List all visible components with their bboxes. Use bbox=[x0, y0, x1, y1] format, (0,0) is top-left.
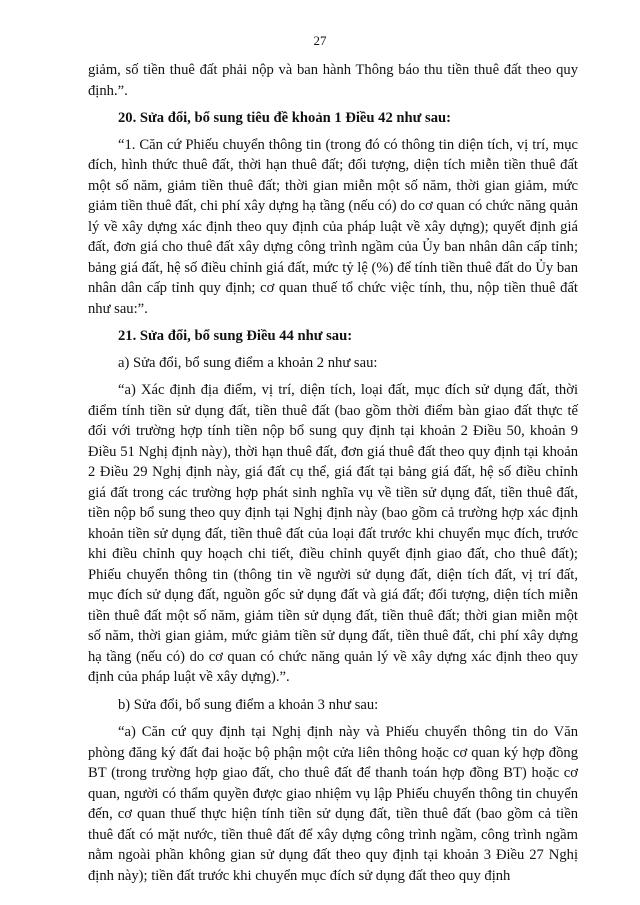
section-heading-20: 20. Sửa đổi, bổ sung tiêu đề khoản 1 Điều 42 như sau: bbox=[118, 110, 451, 126]
paragraph-clause-1: “1. Căn cứ Phiếu chuyển thông tin (trong đó có thông tin diện tích, vị trí, mục đích, hình thức thuê đất, thời hạn thuê đất; đối tượng, diện tích miễn tiền thuê đất một số năm, giảm tiền thuê đất; thời gian miễn một số năm, thời gian giảm, mức giảm tiền thuê đất, chi phí xây dựng hạ tầng (nếu có) do cơ quan có chức năng quản lý về xây dựng xác định theo quy định của pháp luật về xây dựng); quyết định giá đất, đơn giá cho thuê đất xây dựng công trình ngầm của Ủy ban nhân dân cấp tỉnh; bảng giá đất, hệ số điều chỉnh giá đất, mức tỷ lệ (%) để tính tiền thuê đất do Ủy ban nhân dân cấp tỉnh quy định; cơ quan thuế tổ chức việc tính, thu, nộp tiền thuê đất như sau:”. bbox=[88, 136, 578, 317]
document-body bbox=[88, 60, 578, 893]
paragraph-item-a-text: “a) Xác định địa điểm, vị trí, diện tích, loại đất, mục đích sử dụng đất, thời điểm tính tiền sử dụng đất, tiền thuê đất (bao gồm thời điểm bàn giao đất thực tế đối với trường hợp tính tiền nộp bổ sung quy định tại khoản 2 Điều 50, khoản 9 Điều 51 Nghị định này), thời hạn thuê đất, đơn giá thuê đất theo quy định tại khoản 2 Điều 29 Nghị định này, giá đất cụ thể, giá đất tại bảng giá đất, hệ số điều chỉnh giá đất trong các trường hợp phát sinh nghĩa vụ về tiền sử dụng đất, tiền thuê đất, tiền nộp bổ sung theo quy định tại Nghị định này (bao gồm cả trường hợp xác định khoản tiền sử dụng đất, tiền thuê đất của loại đất trước khi chuyển mục đích, trước khi điều chỉnh quy hoạch chi tiết, điều chỉnh quyết định giao đất, cho thuê đất); Phiếu chuyển thông tin (thông tin về người sử dụng đất, diện tích đất, vị trí đất, mục đích sử dụng đất, nguồn gốc sử dụng đất và giá đất; đối tượng, diện tích miễn tiền thuê đất một số năm, giảm tiền sử dụng đất, tiền thuê đất; thời gian miễn một số năm, thời gian giảm, mức giảm tiền sử dụng đất, tiền thuê đất, chi phí xây dựng hạ tầng (nếu có) do cơ quan có chức năng quản lý về xây dựng xác định theo quy định của pháp luật về xây dựng).”. bbox=[88, 382, 578, 685]
paragraph-continuation: giảm, số tiền thuê đất phải nộp và ban hành Thông báo thu tiền thuê đất theo quy định.”. bbox=[88, 62, 578, 99]
paragraph-item-b-text: “a) Căn cứ quy định tại Nghị định này và Phiếu chuyển thông tin do Văn phòng đăng ký đất đai hoặc bộ phận một cửa liên thông hoặc cơ quan ký hợp đồng BT (trong trường hợp giao đất, cho thuê đất để thanh toán hợp đồng BT) hoặc cơ quan, người có thẩm quyền được giao nhiệm vụ lập Phiếu chuyển thông tin chuyển đến, cơ quan thuế thực hiện tính tiền sử dụng đất, tiền thuê đất (bao gồm cả tiền thuê đất có mặt nước, tiền thuê đất để xây dựng công trình ngầm, công trình ngầm nằm ngoài phần không gian sử dụng đất theo quy định tại khoản 3 Điều 27 Nghị định này); tiền đất trước khi chuyển mục đích sử dụng đất theo quy định bbox=[88, 724, 578, 884]
section-heading-21: 21. Sửa đổi, bổ sung Điều 44 như sau: bbox=[118, 328, 353, 344]
page-number: 27 bbox=[313, 33, 327, 48]
paragraph-item-a-intro: a) Sửa đổi, bổ sung điểm a khoản 2 như sau: bbox=[118, 354, 378, 371]
paragraph-item-b-intro: b) Sửa đổi, bổ sung điểm a khoản 3 như sau: bbox=[118, 696, 379, 713]
